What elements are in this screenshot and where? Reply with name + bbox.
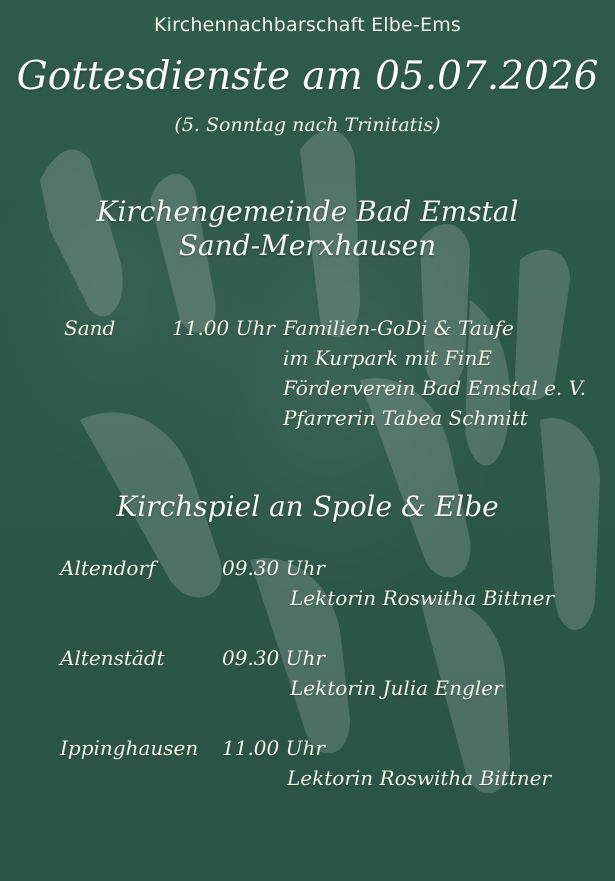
parish-heading-spole-elbe: Kirchspiel an Spole & Elbe <box>116 490 499 523</box>
organization-name: Kirchennachbarschaft Elbe-Ems <box>153 14 462 36</box>
service-details-sand <box>283 313 586 433</box>
service-detail-line: Familien-GoDi & Taufe <box>283 316 514 340</box>
service-time-altendorf: 09.30 Uhr <box>222 556 325 580</box>
service-detail-line: im Kurpark mit FinE <box>283 346 492 370</box>
service-place-altenstaedt: Altenstädt <box>60 646 165 670</box>
parish-name-line1: Kirchengemeinde Bad Emstal <box>96 195 519 228</box>
page-subtitle: (5. Sonntag nach Trinitatis) <box>174 114 441 136</box>
service-place-sand: Sand <box>64 316 116 340</box>
parish-name-line2: Sand-Merxhausen <box>178 229 437 262</box>
service-detail-altendorf: Lektorin Roswitha Bittner <box>290 586 555 610</box>
service-time-ippinghausen: 11.00 Uhr <box>222 736 325 760</box>
service-time-sand: 11.00 Uhr <box>172 316 275 340</box>
service-time-altenstaedt: 09.30 Uhr <box>222 646 325 670</box>
service-detail-altenstaedt: Lektorin Julia Engler <box>290 676 503 700</box>
service-detail-ippinghausen: Lektorin Roswitha Bittner <box>287 766 552 790</box>
parish-heading-bad-emstal <box>0 195 615 263</box>
service-detail-line: Förderverein Bad Emstal e. V. <box>283 376 586 400</box>
service-place-altendorf: Altendorf <box>60 556 156 580</box>
service-place-ippinghausen: Ippinghausen <box>60 736 199 760</box>
page-title: Gottesdienste am 05.07.2026 <box>16 54 599 99</box>
service-detail-line: Pfarrerin Tabea Schmitt <box>283 406 528 430</box>
